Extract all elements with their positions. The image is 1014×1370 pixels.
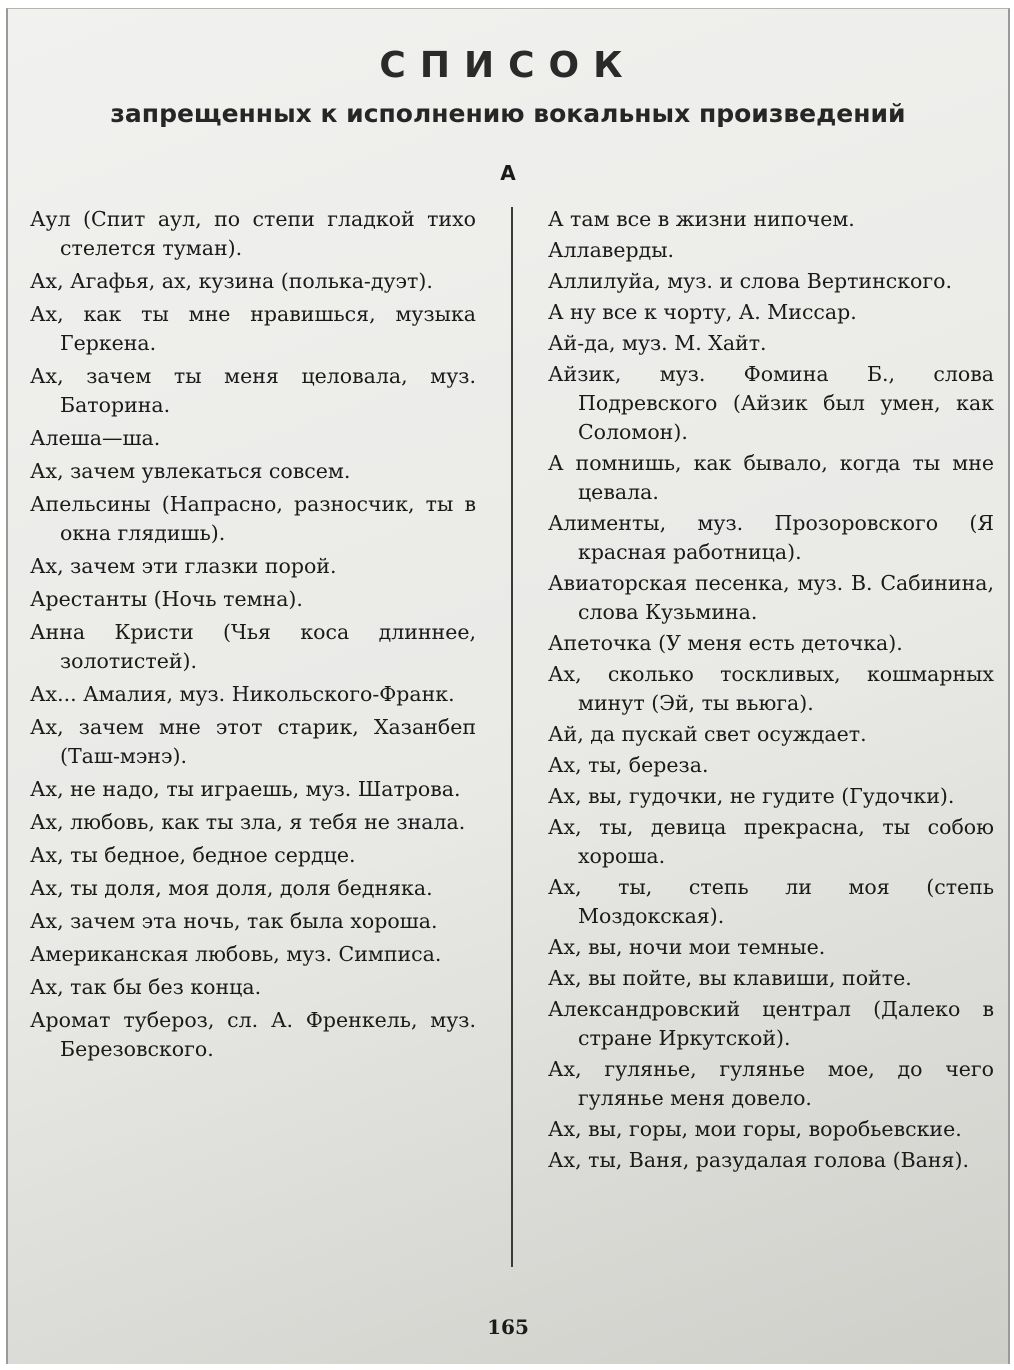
list-item: Апеточка (У меня есть деточка). [548, 631, 903, 655]
right-column [548, 205, 994, 1177]
list-item: Ах, вы, горы, мои горы, воробьевские. [548, 1117, 962, 1141]
list-item: Ах, зачем эти глазки порой. [30, 554, 337, 578]
list-item: Ах, гулянье, гулянье мое, до чего гулянье меня довело. [548, 1057, 994, 1110]
list-item: Ах, вы пойте, вы клавиши, пойте. [548, 966, 912, 990]
list-item: Ах, ты бедное, бедное сердце. [30, 843, 356, 867]
list-item: Ай-да, муз. М. Хайт. [548, 331, 767, 355]
page-subtitle: запрещенных к исполнению вокальных произведений [110, 99, 906, 128]
list-item: Ах, ты, степь ли моя (степь Моздокская). [548, 875, 994, 928]
list-item: Александровский централ (Далеко в стране Иркутской). [548, 997, 994, 1050]
list-item: Ах, сколько тоскливых, кошмарных минут (Эй, ты вьюга). [548, 662, 994, 715]
page-title: СПИСОК [379, 45, 637, 86]
list-item: Ах, любовь, как ты зла, я тебя не знала. [30, 810, 466, 834]
list-item: Аллаверды. [548, 238, 675, 262]
list-item: Ай, да пускай свет осуждает. [548, 722, 867, 746]
list-item: Ах, вы, гудочки, не гудите (Гудочки). [548, 784, 955, 808]
list-item: Арестанты (Ночь темна). [30, 587, 303, 611]
list-item: Ах, ты, девица прекрасна, ты собою хороша. [548, 815, 994, 868]
list-item: Американская любовь, муз. Симписа. [30, 942, 442, 966]
list-item: Ах, как ты мне нравишься, музыка Геркена. [30, 302, 476, 355]
list-item: Ах, ты, береза. [548, 753, 709, 777]
list-item: Ах, зачем эта ночь, так была хороша. [30, 909, 438, 933]
list-item: Ах, так бы без конца. [30, 975, 262, 999]
list-item: А там все в жизни нипочем. [548, 207, 855, 231]
list-item: Аромат тубероз, сл. А. Френкель, муз. Березовского. [30, 1008, 476, 1061]
list-item: Айзик, муз. Фомина Б., слова Подревского (Айзик был умен, как Соломон). [548, 362, 994, 444]
list-item: А ну все к чорту, А. Миссар. [548, 300, 857, 324]
list-item: Алименты, муз. Прозоровского (Я красная работница). [548, 511, 994, 564]
list-item: Ах, вы, ночи мои темные. [548, 935, 826, 959]
list-item: Ах, Агафья, ах, кузина (полька-дуэт). [30, 269, 433, 293]
list-item: Анна Кристи (Чья коса длиннее, золотистей). [30, 620, 476, 673]
list-item: Ах, ты доля, моя доля, доля бедняка. [30, 876, 433, 900]
column-divider [511, 207, 513, 1267]
list-item: Аллилуйа, муз. и слова Вертинского. [548, 269, 952, 293]
list-item: Ах, не надо, ты играешь, муз. Шатрова. [30, 777, 461, 801]
list-item: Аул (Спит аул, по степи гладкой тихо стелется туман). [30, 207, 476, 260]
list-item: Апельсины (Напрасно, разносчик, ты в окна глядишь). [30, 492, 476, 545]
page-number: 165 [487, 1315, 529, 1339]
list-item: Ах, зачем мне этот старик, Хазанбеп (Таш-мэнэ). [30, 715, 476, 768]
list-item: Ах, зачем ты меня целовала, муз. Баторина. [30, 364, 476, 417]
left-column [30, 205, 476, 1068]
list-item: Ах, ты, Ваня, разудалая голова (Ваня). [548, 1148, 969, 1172]
document-page [6, 8, 1010, 1364]
section-letter: А [500, 161, 516, 185]
list-item: А помнишь, как бывало, когда ты мне цевала. [548, 451, 994, 504]
list-item: Ах... Амалия, муз. Никольского-Франк. [30, 682, 455, 706]
list-item: Ах, зачем увлекаться совсем. [30, 459, 351, 483]
list-item: Авиаторская песенка, муз. В. Сабинина, слова Кузьмина. [548, 571, 994, 624]
list-item: Алеша—ша. [30, 426, 161, 450]
